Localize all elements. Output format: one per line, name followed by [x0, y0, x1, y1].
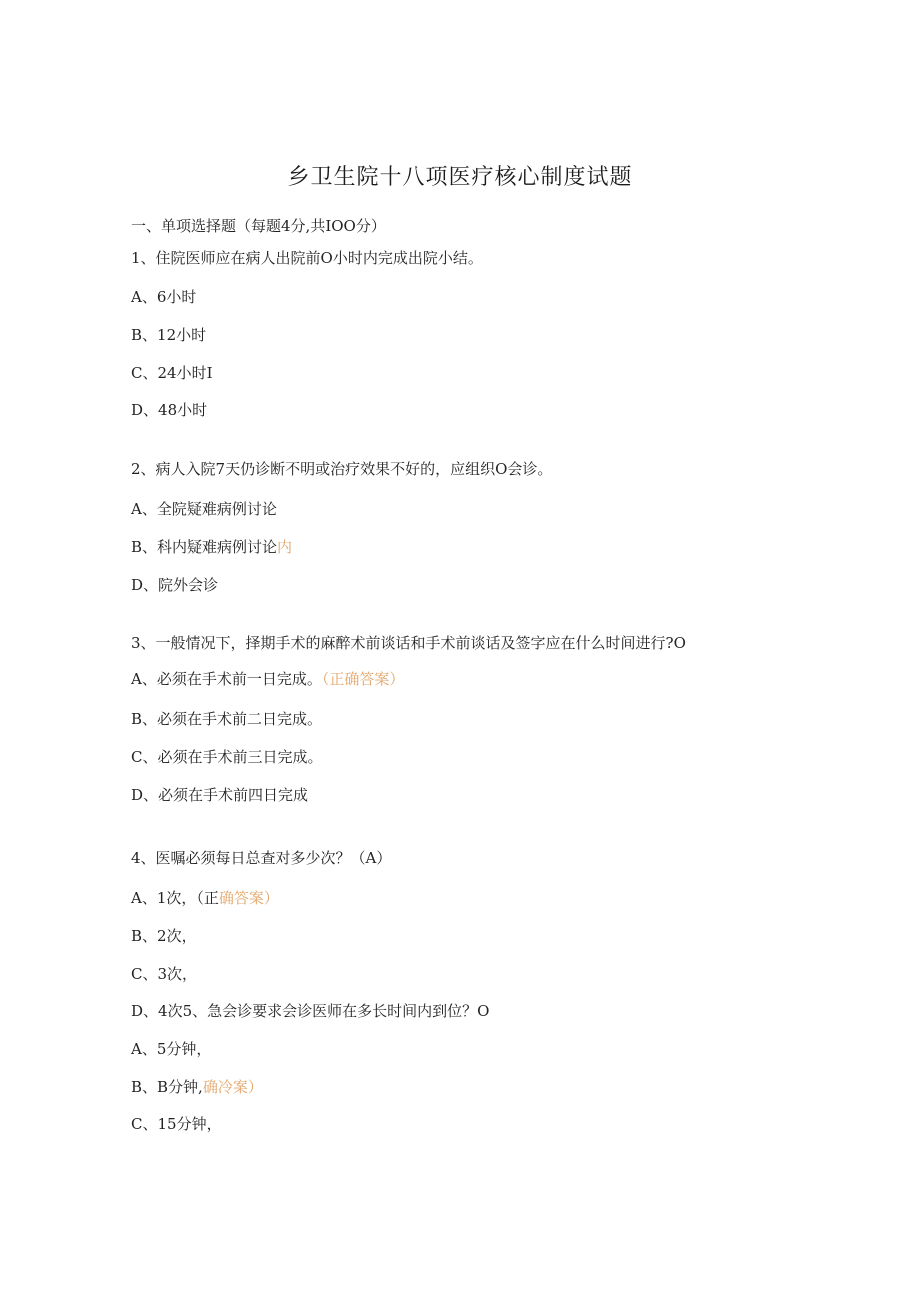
question-3-option-c: C、必须在手术前三日完成。 — [131, 748, 323, 766]
question-1-option-c: C、24小时I — [131, 364, 213, 382]
document-title: 乡卫生院十八项医疗核心制度试题 — [287, 165, 633, 190]
question-4-option-d-question-5-stem: D、4次5、急会诊要求会诊医师在多长时间内到位？O — [131, 1002, 490, 1020]
question-2-option-d: D、院外会诊 — [131, 576, 219, 594]
question-4-stem: 4、医嘱必须每日总查对多少次？（A） — [131, 849, 392, 867]
question-3-option-d: D、必须在手术前四日完成 — [131, 786, 309, 804]
question-4-option-a — [131, 888, 279, 908]
question-4-option-b: B、2次， — [131, 927, 197, 945]
question-3-option-a-text: A、必须在手术前一日完成。 — [131, 670, 322, 688]
question-1-stem: 1、住院医师应在病人出院前O小时内完成出院小结。 — [131, 249, 483, 267]
question-2-option-b-text: B、科内疑难病例讨论 — [131, 538, 278, 556]
answer-mark: 确冷案） — [202, 1078, 263, 1096]
question-1-option-b: B、12小时 — [131, 326, 207, 344]
question-4-option-a-text: A、1次，（正 — [131, 889, 219, 907]
answer-mark: 内 — [277, 538, 293, 556]
question-3-stem: 3、一般情况下，择期手术的麻醉术前谈话和手术前谈话及签字应在什么时间进行?O — [131, 634, 686, 652]
question-1-option-a: A、6小时 — [131, 288, 197, 306]
question-5-option-c: C、15分钟， — [131, 1115, 222, 1133]
question-2-stem: 2、病人入院7天仍诊断不明或治疗效果不好的，应组织O会诊。 — [131, 460, 553, 478]
question-5-option-b-text: B、B分钟, — [131, 1078, 203, 1096]
question-5-option-a: A、5分钟， — [131, 1040, 212, 1058]
question-1-option-d: D、48小时 — [131, 401, 208, 419]
question-3-option-b: B、必须在手术前二日完成。 — [131, 710, 323, 728]
section-heading: 一、单项选择题（每题4分,共IOO分） — [131, 217, 386, 235]
question-4-option-c: C、3次， — [131, 965, 198, 983]
answer-mark: 确答案） — [218, 889, 279, 907]
answer-mark: （正确答案） — [321, 670, 405, 688]
question-2-option-a: A、全院疑难病例讨论 — [131, 500, 277, 518]
question-2-option-b — [131, 537, 292, 557]
question-5-option-b — [131, 1077, 263, 1097]
question-3-option-a — [131, 669, 404, 689]
